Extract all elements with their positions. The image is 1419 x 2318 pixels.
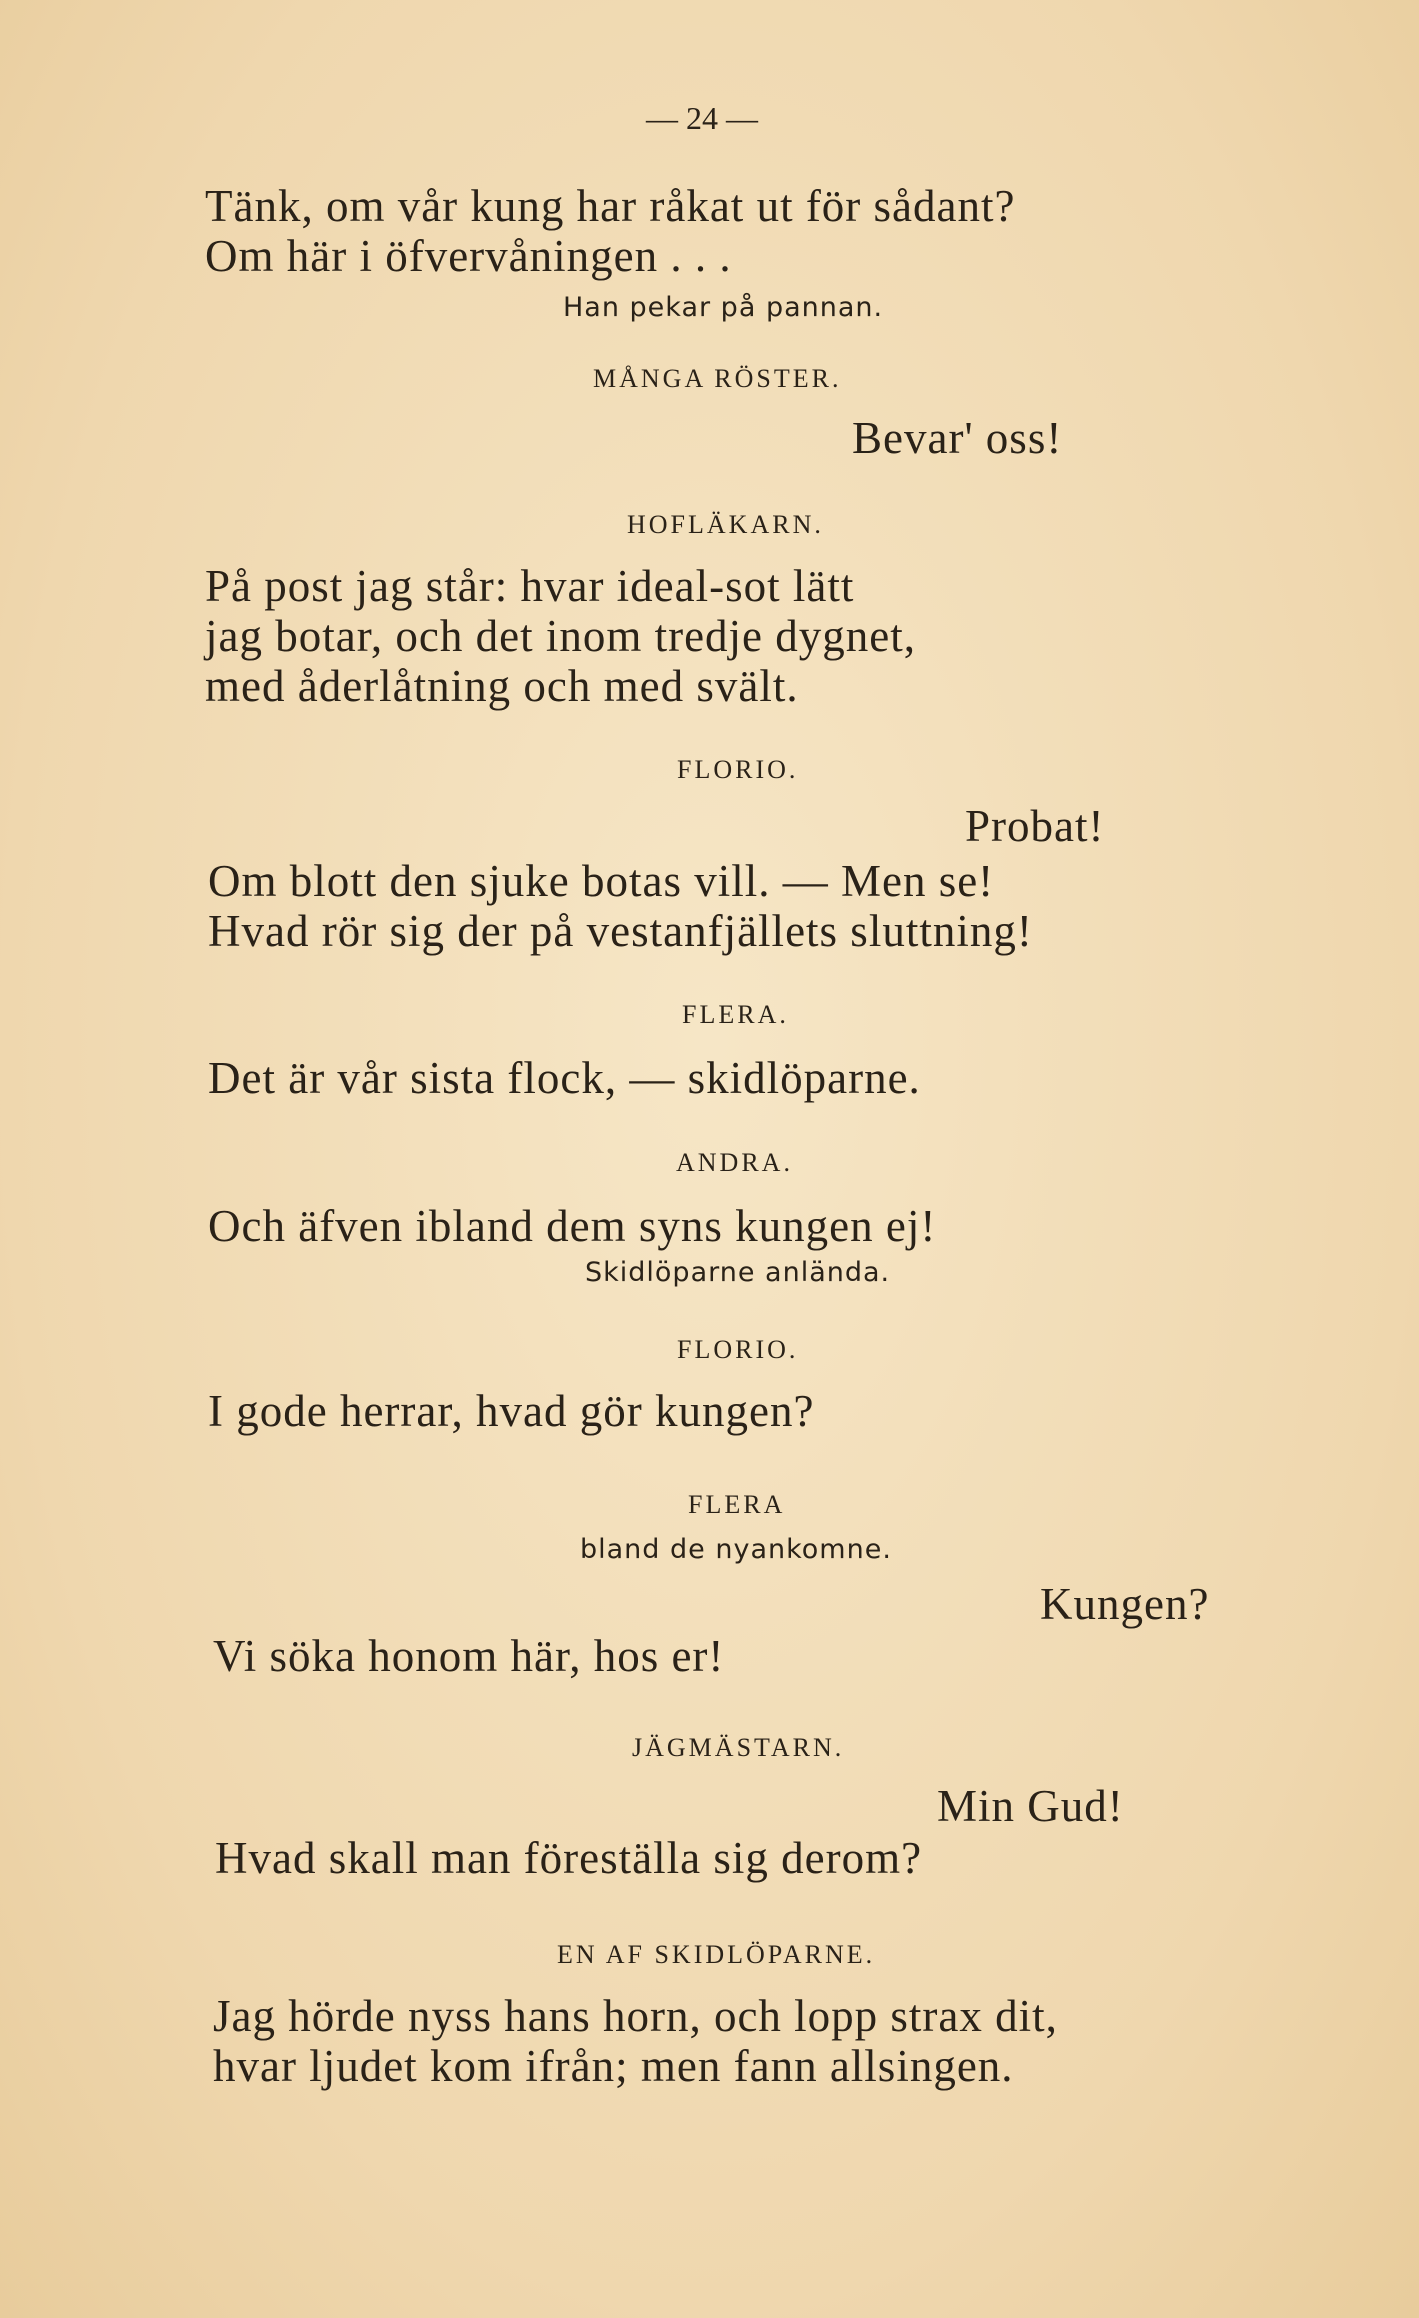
verse-line: Bevar' oss!: [852, 413, 1063, 463]
speaker-name: FLERA: [688, 1490, 786, 1519]
speaker-name: MÅNGA RÖSTER.: [593, 364, 842, 393]
verse-line: Tänk, om vår kung har råkat ut för sådant?: [205, 181, 1016, 231]
verse-line: Kungen?: [1040, 1579, 1210, 1629]
speaker-name: EN AF SKIDLÖPARNE.: [557, 1940, 876, 1969]
verse-line: Jag hörde nyss hans horn, och lopp strax dit,: [213, 1991, 1058, 2041]
verse-line: Probat!: [965, 801, 1105, 851]
stage-direction: Skidlöparne anlända.: [585, 1257, 891, 1288]
verse-line: På post jag står: hvar ideal-sot lätt: [205, 561, 855, 611]
verse-line: Och äfven ibland dem syns kungen ej!: [208, 1201, 937, 1251]
speaker-name: FLORIO.: [677, 1335, 799, 1364]
speaker-name: FLORIO.: [677, 755, 799, 784]
verse-line: Det är vår sista flock, — skidlöparne.: [208, 1053, 921, 1103]
verse-line: jag botar, och det inom tredje dygnet,: [205, 611, 917, 661]
stage-direction: bland de nyankomne.: [580, 1534, 892, 1565]
verse-line: Vi söka honom här, hos er!: [213, 1631, 725, 1681]
verse-line: I gode herrar, hvad gör kungen?: [208, 1386, 815, 1436]
verse-line: Hvad rör sig der på vestanfjällets sluttning!: [208, 906, 1033, 956]
speaker-name: ANDRA.: [676, 1148, 793, 1177]
verse-line: med åderlåtning och med svält.: [205, 661, 799, 711]
verse-line: Min Gud!: [937, 1781, 1124, 1831]
verse-line: Hvad skall man föreställa sig derom?: [215, 1833, 923, 1883]
stage-direction: Han pekar på pannan.: [563, 292, 884, 323]
verse-line: hvar ljudet kom ifrån; men fann allsingen.: [213, 2041, 1014, 2091]
verse-line: Om blott den sjuke botas vill. — Men se!: [208, 856, 995, 906]
page-number: — 24 —: [646, 100, 758, 136]
speaker-name: JÄGMÄSTARN.: [632, 1733, 845, 1762]
speaker-name: HOFLÄKARN.: [627, 510, 824, 539]
verse-line: Om här i öfvervåningen . . .: [205, 231, 732, 281]
speaker-name: FLERA.: [682, 1000, 789, 1029]
